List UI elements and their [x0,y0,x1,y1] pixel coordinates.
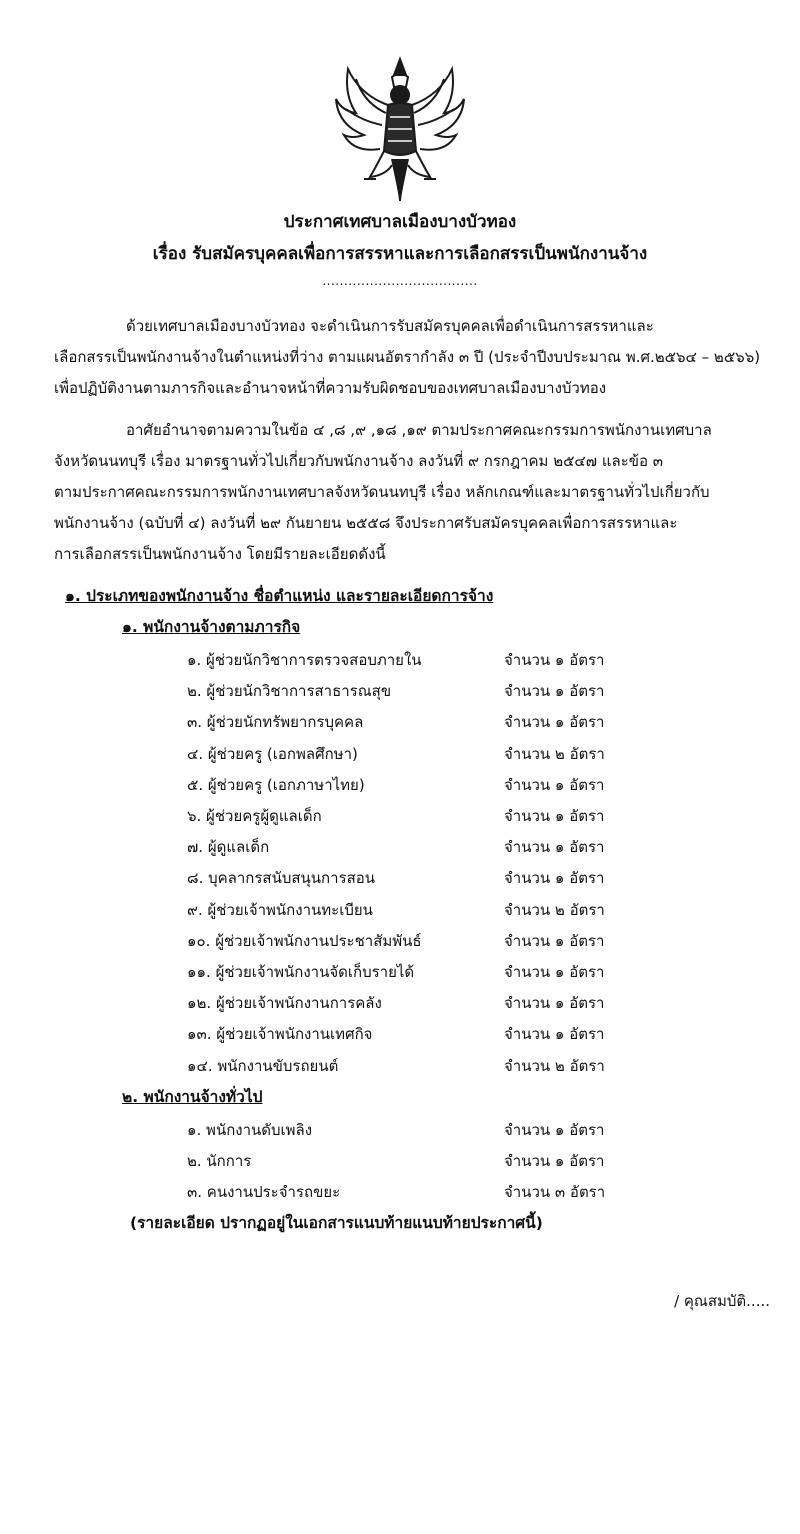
position-count: จำนวน ๑ อัตรา [504,713,605,732]
position-count: จำนวน ๒ อัตรา [504,1056,605,1075]
list-item [0,832,800,863]
position-count: จำนวน ๑ อัตรา [504,682,605,701]
list-item [0,645,800,676]
list-item [0,739,800,770]
subsection-heading-mission: ๑. พนักงานจ้างตามภารกิจ [122,618,301,636]
position-name: ๓. ผู้ช่วยนักทรัพยากรบุคคล [187,713,364,732]
position-name: ๙. ผู้ช่วยเจ้าพนักงานทะเบียน [187,900,373,919]
position-count: จำนวน ๑ อัตรา [504,931,605,950]
list-item [0,1177,800,1208]
position-name: ๑๐. ผู้ช่วยเจ้าพนักงานประชาสัมพันธ์ [187,931,422,950]
position-count: จำนวน ๑ อัตรา [504,1121,605,1139]
list-item [0,1019,800,1050]
position-count: จำนวน ๑ อัตรา [504,1025,605,1044]
position-name: ๓. คนงานประจำรถขยะ [187,1183,341,1202]
paragraph-line: เพื่อปฏิบัติงานตามภารกิจและอำนาจหน้าที่ความรับผิดชอบของเทศบาลเมืองบางบัวทอง [54,379,607,397]
list-item [0,1115,800,1146]
intro-paragraph [54,311,798,404]
list-item [0,957,800,988]
announcement-title: ประกาศเทศบาลเมืองบางบัวทอง [283,212,517,232]
position-name: ๑๑. ผู้ช่วยเจ้าพนักงานจัดเก็บรายได้ [187,963,415,981]
garuda-emblem-icon [330,55,470,205]
list-item [0,926,800,957]
announcement-subject: เรื่อง รับสมัครบุคคลเพื่อการสรรหาและการเลือกสรรเป็นพนักงานจ้าง [152,244,648,264]
list-item [0,988,800,1019]
list-item [0,707,800,738]
position-name: ๔. ผู้ช่วยครู (เอกพลศึกษา) [187,744,358,763]
position-name: ๑. ผู้ช่วยนักวิชาการตรวจสอบภายใน [187,651,422,669]
paragraph-line: ด้วยเทศบาลเมืองบางบัวทอง จะดำเนินการรับสมัครบุคคลเพื่อดำเนินการสรรหาและ [126,317,654,335]
position-count: จำนวน ๒ อัตรา [504,900,605,919]
position-name: ๑๔. พนักงานขับรถยนต์ [187,1056,339,1075]
position-count: จำนวน ๑ อัตรา [504,651,605,669]
position-count: จำนวน ๑ อัตรา [504,838,605,857]
position-count: จำนวน ๒ อัตรา [504,744,605,763]
list-item [0,770,800,801]
paragraph-line: ตามประกาศคณะกรรมการพนักงานเทศบาลจังหวัดนนทบุรี เรื่อง หลักเกณฑ์และมาตรฐานทั่วไปเกี่ยวกับ [54,483,710,501]
paragraph-line: เลือกสรรเป็นพนักงานจ้างในตำแหน่งที่ว่าง ตามแผนอัตรากำลัง ๓ ปี (ประจำปีงบประมาณ พ.ศ.๒๕๖๔ – ๒๕๖๖) [54,348,761,366]
separator-dots: .................................... [322,274,478,288]
section-heading: ๑. ประเภทของพนักงานจ้าง ชื่อตำแหน่ง และรายละเอียดการจ้าง [65,587,494,605]
subsection-heading-general: ๒. พนักงานจ้างทั่วไป [122,1088,263,1106]
position-name: ๒. ผู้ช่วยนักวิชาการสาธารณสุข [187,682,392,701]
position-count: จำนวน ๑ อัตรา [504,807,605,825]
position-name: ๗. ผู้ดูแลเด็ก [187,838,270,857]
position-name: ๑๒. ผู้ช่วยเจ้าพนักงานการคลัง [187,994,382,1013]
position-name: ๑๓. ผู้ช่วยเจ้าพนักงานเทศกิจ [187,1025,373,1044]
position-count: จำนวน ๑ อัตรา [504,994,605,1013]
list-item [0,676,800,707]
position-count: จำนวน ๓ อัตรา [504,1183,606,1202]
position-name: ๘. บุคลากรสนับสนุนการสอน [187,869,375,888]
paragraph-line: จังหวัดนนทบุรี เรื่อง มาตรฐานทั่วไปเกี่ยวกับพนักงานจ้าง ลงวันที่ ๙ กรกฎาคม ๒๕๔๗ และข้อ ๓ [54,452,664,470]
list-item [0,895,800,926]
list-item [0,801,800,832]
paragraph-line: พนักงานจ้าง (ฉบับที่ ๔) ลงวันที่ ๒๙ กันยายน ๒๕๕๘ จึงประกาศรับสมัครบุคคลเพื่อการสรรหาและ [54,514,678,532]
position-count: จำนวน ๑ อัตรา [504,775,605,794]
list-item [0,1051,800,1082]
list-item [0,863,800,894]
position-name: ๑. พนักงานดับเพลิง [187,1121,313,1139]
position-name: ๖. ผู้ช่วยครูผู้ดูแลเด็ก [187,807,322,825]
position-count: จำนวน ๑ อัตรา [504,869,605,888]
continued-marker: / คุณสมบัติ..... [674,1292,770,1310]
position-count: จำนวน ๑ อัตรา [504,963,605,981]
paragraph-line: การเลือกสรรเป็นพนักงานจ้าง โดยมีรายละเอียดดังนี้ [54,545,386,563]
paragraph-line: อาศัยอำนาจตามความในข้อ ๔ ,๘ ,๙ ,๑๘ ,๑๙ ตามประกาศคณะกรรมการพนักงานเทศบาล [126,421,712,439]
details-note: (รายละเอียด ปรากฏอยู่ในเอกสารแนบท้ายแนบท้ายประกาศนี้) [130,1214,543,1232]
authority-paragraph [54,415,798,570]
position-count: จำนวน ๑ อัตรา [504,1152,605,1171]
list-item [0,1146,800,1177]
position-name: ๒. นักการ [187,1152,252,1171]
position-name: ๕. ผู้ช่วยครู (เอกภาษาไทย) [187,775,365,794]
